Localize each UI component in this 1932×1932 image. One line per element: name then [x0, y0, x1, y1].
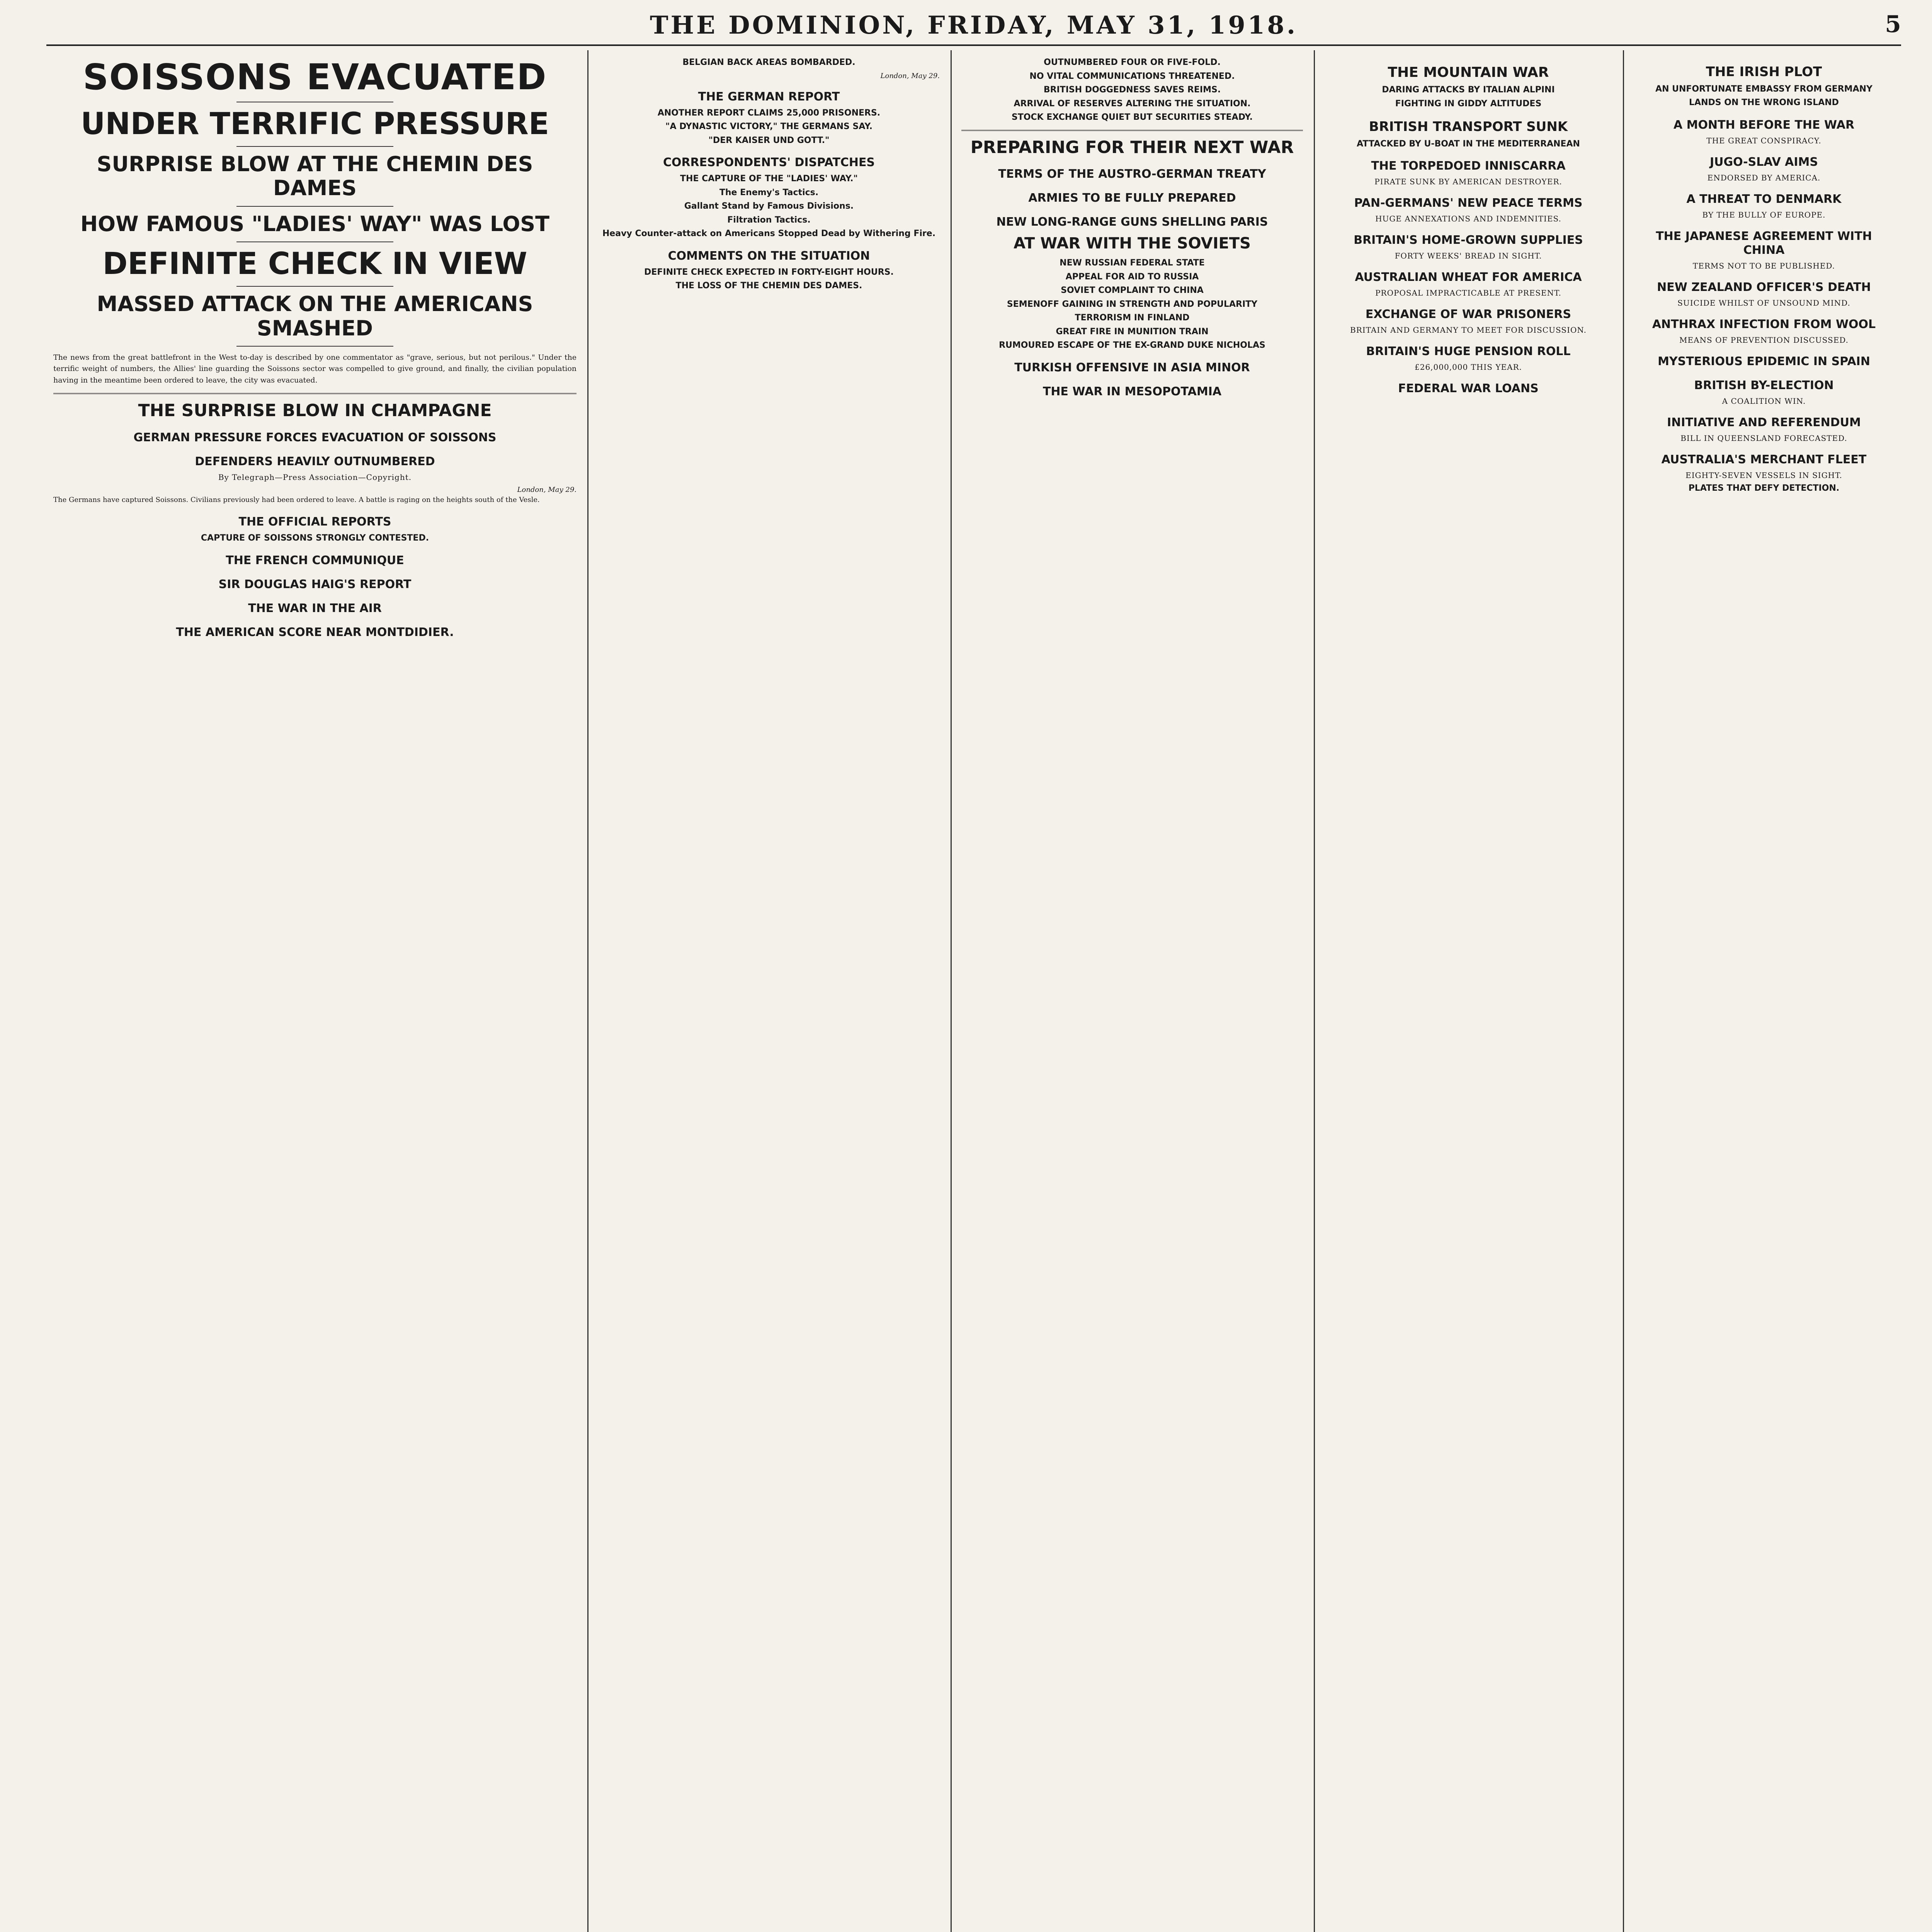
section-heading: SEMENOFF GAINING IN STRENGTH AND POPULARITY: [1007, 299, 1258, 309]
section-heading: THE LOSS OF THE CHEMIN DES DAMES.: [675, 281, 862, 291]
section-subheading: Filtration Tactics.: [727, 215, 811, 225]
section-heading: THE JAPANESE AGREEMENT WITH CHINA: [1656, 229, 1872, 257]
column-rule: [1623, 50, 1624, 1932]
section-heading: GREAT FIRE IN MUNITION TRAIN: [1056, 327, 1209, 337]
section-subheading: Gallant Stand by Famous Divisions.: [684, 201, 854, 211]
section-heading: BRITAIN'S HUGE PENSION ROLL: [1366, 345, 1571, 359]
section-subheading: SUICIDE WHILST OF UNSOUND MIND.: [1677, 298, 1850, 308]
section-subheading: GERMAN PRESSURE FORCES EVACUATION OF SOISSONS: [133, 430, 497, 444]
section-heading: INITIATIVE AND REFERENDUM: [1667, 415, 1861, 429]
section-heading: THE MOUNTAIN WAR: [1388, 65, 1549, 80]
masthead: [46, 8, 1901, 46]
section-heading: THE GERMAN REPORT: [698, 90, 840, 104]
section-subheading: PROPOSAL IMPRACTICABLE AT PRESENT.: [1375, 288, 1561, 298]
section-heading: AUSTRALIA'S MERCHANT FLEET: [1661, 452, 1867, 466]
section-subheading: FIGHTING IN GIDDY ALTITUDES: [1395, 99, 1542, 109]
headline-chemin-des-dames: SURPRISE BLOW AT THE CHEMIN DES DAMES: [97, 152, 533, 201]
section-heading: A MONTH BEFORE THE WAR: [1673, 118, 1855, 132]
section-subheading: MEANS OF PREVENTION DISCUSSED.: [1679, 335, 1849, 345]
section-subheading: BY THE BULLY OF EUROPE.: [1702, 210, 1826, 219]
section-subheading: TERMS NOT TO BE PUBLISHED.: [1692, 261, 1835, 270]
section-heading: MYSTERIOUS EPIDEMIC IN SPAIN: [1658, 354, 1870, 368]
dateline: London, May 29.: [880, 71, 940, 80]
section-heading: FEDERAL WAR LOANS: [1398, 382, 1539, 396]
lead-paragraph: The news from the great battlefront in the West to-day is described by one commentator as "grave, serious, but not perilous." Under the terrific weight of numbers, the Allies' line guarding the Soissons sector was compelled to give ground, and finally, the civilian population having in the meantime been ordered to leave, the city was evacuated.: [53, 353, 577, 384]
section-heading: AUSTRALIAN WHEAT FOR AMERICA: [1355, 270, 1582, 284]
section-heading: THE FRENCH COMMUNIQUE: [226, 553, 404, 567]
dateline: London, May 29.: [517, 485, 577, 494]
section-heading: COMMENTS ON THE SITUATION: [668, 249, 870, 263]
headline-next-war: PREPARING FOR THEIR NEXT WAR: [970, 137, 1294, 157]
section-heading: PAN-GERMANS' NEW PEACE TERMS: [1354, 196, 1583, 210]
section-heading: THE WAR IN THE AIR: [248, 601, 382, 615]
headline-soissons-evacuated: SOISSONS EVACUATED: [83, 56, 547, 98]
section-heading: BELGIAN BACK AREAS BOMBARDED.: [682, 58, 855, 67]
headline-americans-smashed: MASSED ATTACK ON THE AMERICANS SMASHED: [97, 292, 533, 340]
page-number: 5: [1885, 11, 1901, 38]
section-heading: BRITISH BY-ELECTION: [1694, 378, 1834, 392]
column-5: [1627, 50, 1901, 1932]
section-heading: SOVIET COMPLAINT TO CHINA: [1061, 286, 1204, 296]
section-heading: TERRORISM IN FINLAND: [1075, 313, 1190, 323]
section-heading: THE OFFICIAL REPORTS: [238, 515, 391, 529]
section-subheading: BRITAIN AND GERMANY TO MEET FOR DISCUSSION.: [1350, 325, 1587, 335]
section-subheading: A COALITION WIN.: [1722, 396, 1806, 406]
section-subheading: DEFINITE CHECK EXPECTED IN FORTY-EIGHT HOURS.: [644, 267, 894, 277]
section-heading: ARRIVAL OF RESERVES ALTERING THE SITUATION.: [1014, 99, 1251, 109]
section-heading: SIR DOUGLAS HAIG'S REPORT: [218, 577, 412, 591]
section-heading: THE AMERICAN SCORE NEAR MONTDIDIER.: [176, 625, 454, 639]
section-heading: TURKISH OFFENSIVE IN ASIA MINOR: [1014, 361, 1250, 374]
section-heading: "A DYNASTIC VICTORY," THE GERMANS SAY.: [665, 122, 872, 131]
section-heading: BRITISH TRANSPORT SUNK: [1369, 119, 1568, 135]
section-subheading: DEFENDERS HEAVILY OUTNUMBERED: [195, 454, 435, 468]
headline-ladies-way: HOW FAMOUS "LADIES' WAY" WAS LOST: [80, 211, 550, 236]
section-subheading: AN UNFORTUNATE EMBASSY FROM GERMANY: [1655, 84, 1872, 94]
headline-definite-check: DEFINITE CHECK IN VIEW: [102, 246, 527, 281]
section-heading: OUTNUMBERED FOUR OR FIVE-FOLD.: [1044, 58, 1221, 67]
section-heading: ANTHRAX INFECTION FROM WOOL: [1652, 317, 1876, 331]
section-subheading: THE CAPTURE OF THE "LADIES' WAY.": [680, 174, 858, 184]
section-subheading: THE GREAT CONSPIRACY.: [1706, 136, 1821, 145]
section-heading: NEW ZEALAND OFFICER'S DEATH: [1657, 280, 1871, 294]
section-subheading: EIGHTY-SEVEN VESSELS IN SIGHT.: [1685, 470, 1842, 480]
column-rule: [1314, 50, 1315, 1932]
headline-terrific-pressure: UNDER TERRIFIC PRESSURE: [80, 106, 549, 141]
section-subheading: £26,000,000 THIS YEAR.: [1415, 362, 1522, 372]
section-heading: APPEAL FOR AID TO RUSSIA: [1065, 272, 1199, 282]
section-heading: THE WAR IN MESOPOTAMIA: [1043, 384, 1222, 398]
section-heading: STOCK EXCHANGE QUIET BUT SECURITIES STEADY.: [1011, 112, 1253, 122]
section-subheading: BILL IN QUEENSLAND FORECASTED.: [1680, 433, 1847, 443]
article-text: The Germans have captured Soissons. Civilians previously had been ordered to leave. A battle is raging on the heights south of the Vesle.: [53, 495, 540, 504]
section-heading: BRITAIN'S HOME-GROWN SUPPLIES: [1354, 233, 1583, 247]
section-subheading: ATTACKED BY U-BOAT IN THE MEDITERRANEAN: [1357, 139, 1580, 149]
column-2: [591, 50, 947, 1932]
column-rule: [587, 50, 588, 1932]
column-rule: [951, 50, 952, 1932]
column-1: [46, 50, 583, 1932]
section-subheading: PIRATE SUNK BY AMERICAN DESTROYER.: [1374, 177, 1562, 187]
section-surprise-blow: THE SURPRISE BLOW IN CHAMPAGNE: [138, 400, 492, 420]
section-subheading: ENDORSED BY AMERICA.: [1707, 173, 1821, 182]
section-subheading: ARMIES TO BE FULLY PREPARED: [1028, 191, 1236, 205]
masthead-title: THE DOMINION, FRIDAY, MAY 31, 1918.: [650, 11, 1298, 40]
section-heading: ANOTHER REPORT CLAIMS 25,000 PRISONERS.: [657, 108, 881, 118]
section-subheading: TERMS OF THE AUSTRO-GERMAN TREATY: [998, 167, 1266, 181]
column-4: [1318, 50, 1619, 1932]
section-heading: THE TORPEDOED INNISCARRA: [1371, 159, 1566, 173]
section-heading: PLATES THAT DEFY DETECTION.: [1688, 483, 1840, 493]
section-subheading: CAPTURE OF SOISSONS STRONGLY CONTESTED.: [201, 533, 429, 543]
byline: By Telegraph—Press Association—Copyright.: [218, 472, 412, 482]
column-3: [954, 50, 1310, 1932]
section-heading: CORRESPONDENTS' DISPATCHES: [663, 156, 875, 169]
section-subheading: HUGE ANNEXATIONS AND INDEMNITIES.: [1375, 214, 1561, 224]
section-heading: EXCHANGE OF WAR PRISONERS: [1365, 308, 1571, 321]
section-subheading: LANDS ON THE WRONG ISLAND: [1689, 98, 1839, 108]
section-subheading: The Enemy's Tactics.: [719, 187, 819, 197]
section-heading: NEW LONG-RANGE GUNS SHELLING PARIS: [996, 215, 1268, 229]
section-subheading: DARING ATTACKS BY ITALIAN ALPINI: [1382, 85, 1555, 95]
section-heading: A THREAT TO DENMARK: [1686, 192, 1842, 206]
section-subheading: NEW RUSSIAN FEDERAL STATE: [1060, 258, 1205, 268]
section-heading: JUGO-SLAV AIMS: [1709, 155, 1818, 169]
section-heading: "DER KAISER UND GOTT.": [708, 135, 830, 145]
section-subheading: Heavy Counter-attack on Americans Stopped Dead by Withering Fire.: [602, 229, 936, 238]
section-heading: BRITISH DOGGEDNESS SAVES REIMS.: [1043, 85, 1221, 95]
section-subheading: FORTY WEEKS' BREAD IN SIGHT.: [1395, 251, 1542, 261]
section-heading: THE IRISH PLOT: [1706, 64, 1822, 80]
section-heading: RUMOURED ESCAPE OF THE EX-GRAND DUKE NICHOLAS: [999, 340, 1265, 350]
section-heading: NO VITAL COMMUNICATIONS THREATENED.: [1029, 71, 1235, 81]
headline-soviets: AT WAR WITH THE SOVIETS: [1014, 235, 1251, 253]
